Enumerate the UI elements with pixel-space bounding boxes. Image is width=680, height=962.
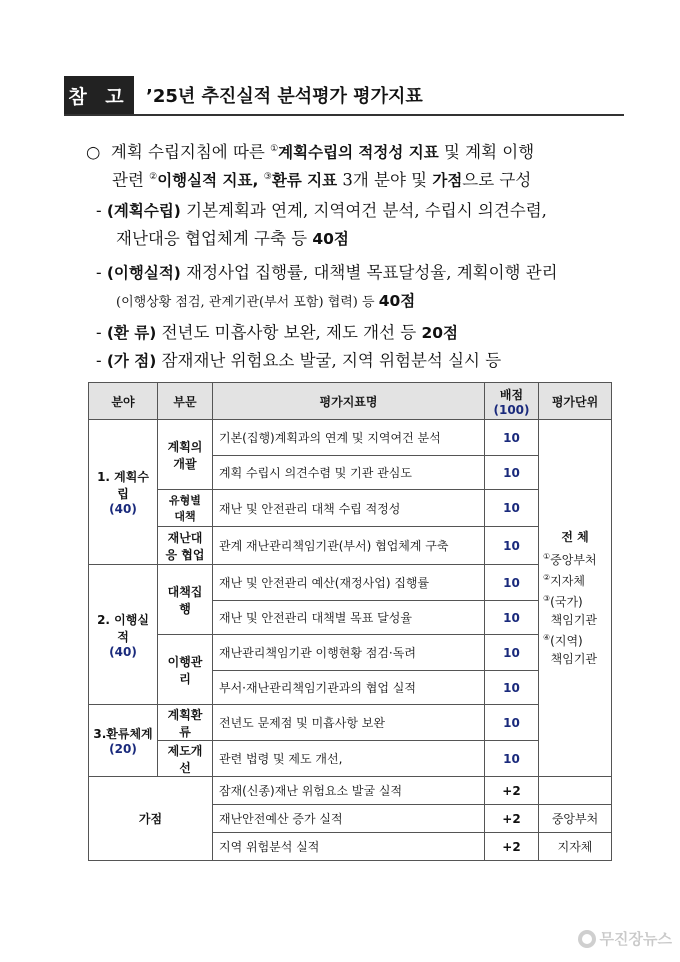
points-cell: 10 (485, 705, 539, 741)
table-header-row (89, 383, 612, 420)
unit-item: 지자체 (550, 574, 585, 588)
unit-item: 중앙부처 (550, 553, 597, 567)
indicator-cell: 계획 수립시 의견수렴 및 기관 관심도 (213, 456, 485, 490)
indicator-1-name: 계획수립의 적정성 지표 (278, 143, 439, 162)
points-cell: 10 (485, 420, 539, 456)
watermark-text: 무진장뉴스 (599, 930, 672, 948)
item-perf-cont (116, 290, 680, 314)
indicator-cell: 기본(집행)계획과의 연계 및 지역여건 분석 (213, 420, 485, 456)
points-cell: 10 (485, 601, 539, 635)
indicator-3-name: 환류 지표 (271, 171, 338, 190)
item-perf (96, 262, 680, 284)
table-row (89, 741, 612, 777)
unit-cell: 지자체 (539, 833, 612, 861)
sector-overview: 계획의 개괄 (158, 420, 213, 490)
unit-item: (국가) (550, 595, 583, 609)
item-feedback (96, 322, 680, 344)
dash: - (96, 351, 102, 370)
item-text: 잠재재난 위험요소 발굴, 지역 위험분석 실시 등 (156, 351, 502, 370)
field-name: 1. 계획수립 (97, 470, 149, 501)
header-unit: 평가단위 (539, 383, 612, 420)
points-cell: +2 (485, 777, 539, 805)
field-name: 3.환류체계 (93, 727, 153, 741)
item-text: (이행상황 점검, 관계기관(부서 포함) 협력) 등 (116, 295, 379, 310)
sector-system-improvement: 제도개선 (158, 741, 213, 777)
points-cell: 10 (485, 456, 539, 490)
table-row (89, 527, 612, 565)
indicator-cell: 재난 및 안전관리 예산(재정사업) 집행률 (213, 565, 485, 601)
intro-text: 관련 (112, 170, 150, 190)
item-label: (가 점) (106, 352, 157, 370)
page-title: ’25년 추진실적 분석평가 평가지표 (146, 86, 423, 107)
sector-execution: 대책집행 (158, 565, 213, 635)
indicator-cell: 관련 법령 및 제도 개선, (213, 741, 485, 777)
table-row (89, 490, 612, 527)
circle-bullet: ○ (86, 142, 101, 162)
sector-collaboration: 재난대응 협업 (158, 527, 213, 565)
intro-text: 및 계획 이행 (438, 142, 535, 162)
unit-cell: 중앙부처 (539, 805, 612, 833)
points-cell: +2 (485, 805, 539, 833)
marker-4: ④ (543, 633, 551, 642)
item-score: 40점 (312, 230, 349, 248)
indicator-cell: 전년도 문제점 및 미흡사항 보완 (213, 705, 485, 741)
unit-item: 책임기관 (550, 613, 598, 627)
indicator-2-name: 이행실적 지표, (157, 171, 264, 190)
field-points: (40) (109, 644, 137, 659)
field-plan (89, 420, 158, 565)
intro-line-1 (86, 138, 680, 164)
marker-1: ① (270, 144, 279, 154)
indicator-cell: 부서·재난관리책임기관과의 협업 실적 (213, 671, 485, 705)
dash: - (96, 323, 102, 342)
points-cell: 10 (485, 741, 539, 777)
item-plan (96, 200, 680, 222)
header-indicator: 평가지표명 (213, 383, 485, 420)
intro-text: 3개 분야 및 (337, 170, 433, 190)
marker-3: ③ (263, 172, 272, 182)
sector-plan-feedback: 계획환류 (158, 705, 213, 741)
item-text: 재정사업 집행률, 대책별 목표달성율, 계획이행 관리 (180, 263, 558, 282)
marker-2: ② (149, 172, 158, 182)
field-feedback (89, 705, 158, 777)
unit-all-cell (539, 420, 612, 777)
header-rule (64, 114, 624, 116)
table-row (89, 420, 612, 456)
dash: - (96, 201, 102, 220)
points-cell: 10 (485, 671, 539, 705)
item-text: 전년도 미흡사항 보완, 제도 개선 등 (156, 323, 422, 342)
item-plan-cont (116, 228, 680, 250)
indicator-cell: 재난 및 안전관리 대책별 목표 달성율 (213, 601, 485, 635)
header-points (485, 383, 539, 420)
indicator-cell: 관계 재난관리책임기관(부서) 협업체계 구축 (213, 527, 485, 565)
field-bonus: 가점 (89, 777, 213, 861)
sector-management: 이행관리 (158, 635, 213, 705)
evaluation-table (88, 382, 612, 861)
dash: - (96, 263, 102, 282)
marker-2: ② (543, 573, 551, 582)
page-header (64, 76, 624, 114)
unit-item: 책임기관 (550, 652, 598, 666)
field-performance (89, 565, 158, 705)
points-cell: 10 (485, 490, 539, 527)
item-score: 40점 (378, 292, 416, 310)
points-cell: 10 (485, 527, 539, 565)
item-score: 20점 (421, 324, 458, 342)
intro-text: 계획 수립지침에 따른 (110, 142, 271, 162)
indicator-cell: 재난안전예산 증가 실적 (213, 805, 485, 833)
reference-badge: 참 고 (64, 76, 134, 114)
table-row (89, 565, 612, 601)
marker-1: ① (543, 552, 551, 561)
item-bonus (96, 350, 680, 372)
indicator-cell: 재난관리책임기관 이행현황 점검·독려 (213, 635, 485, 671)
header-points-label: 배점 (499, 387, 524, 402)
sector-type-measures: 유형별 대책 (158, 490, 213, 527)
header-points-total: (100) (493, 402, 530, 417)
indicator-cell: 재난 및 안전관리 대책 수립 적정성 (213, 490, 485, 527)
points-cell: 10 (485, 565, 539, 601)
indicator-cell: 잠재(신종)재난 위험요소 발굴 실적 (213, 777, 485, 805)
unit-cell (539, 777, 612, 805)
table-row (89, 635, 612, 671)
table-row (89, 705, 612, 741)
unit-item: (지역) (550, 634, 583, 648)
table-row (89, 777, 612, 805)
intro-text: 으로 구성 (462, 170, 532, 190)
indicator-cell: 지역 위험분석 실적 (213, 833, 485, 861)
unit-head: 전 체 (561, 530, 589, 544)
intro-line-2 (112, 166, 680, 192)
header-field: 분야 (89, 383, 158, 420)
points-cell: +2 (485, 833, 539, 861)
item-label: (이행실적) (106, 264, 181, 282)
item-text: 재난대응 협업체계 구축 등 (116, 229, 313, 248)
points-cell: 10 (485, 635, 539, 671)
item-text: 기본계획과 연계, 지역여건 분석, 수립시 의견수렴, (180, 201, 547, 220)
bonus-label: 가점 (432, 171, 463, 190)
item-label: (계획수립) (106, 202, 181, 220)
field-points: (20) (109, 742, 137, 756)
watermark-logo-icon (578, 930, 596, 948)
field-name: 2. 이행실적 (97, 612, 149, 644)
watermark (578, 928, 672, 949)
marker-3: ③ (543, 594, 551, 603)
field-points: (40) (109, 502, 137, 516)
item-label: (환 류) (106, 324, 157, 342)
header-sector: 부문 (158, 383, 213, 420)
